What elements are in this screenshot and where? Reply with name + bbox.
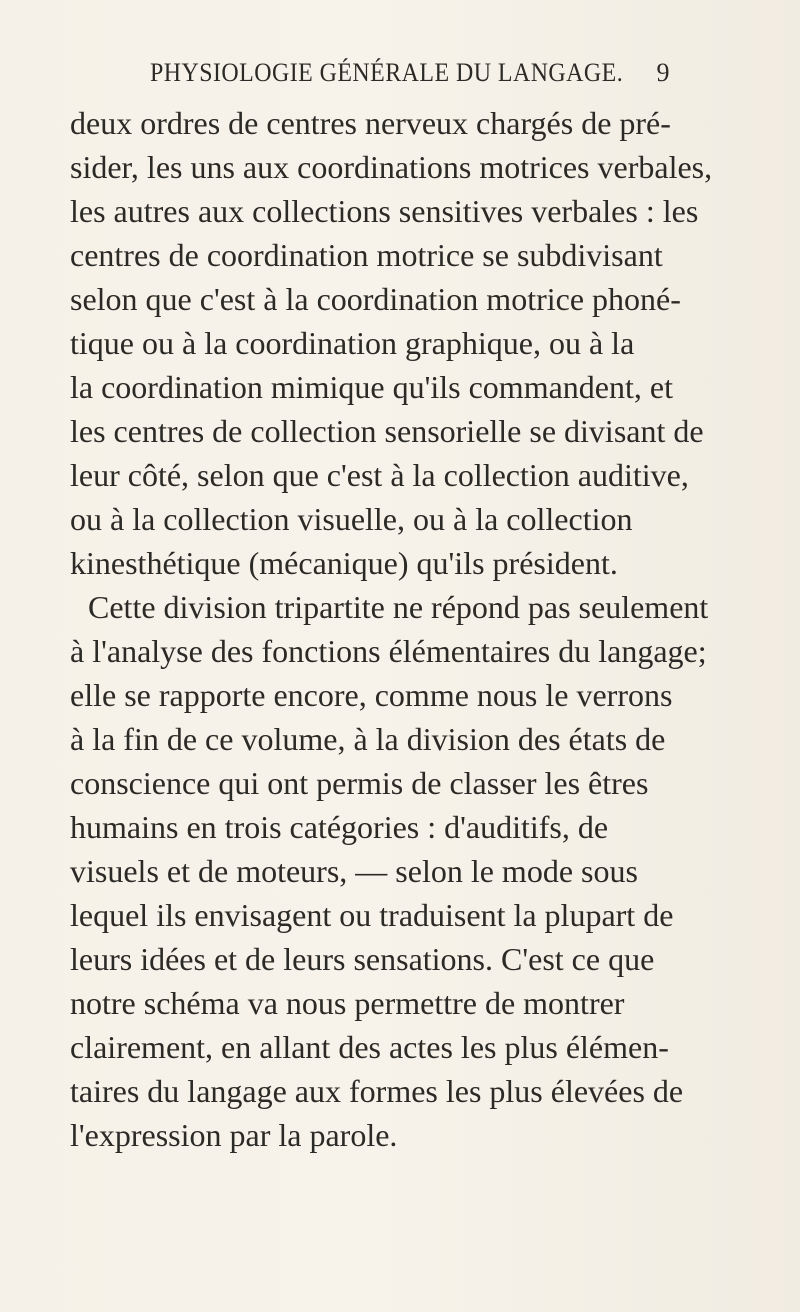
running-head <box>150 58 670 92</box>
text-line: conscience qui ont permis de classer les êtres <box>70 765 649 801</box>
text-line: à la fin de ce volume, à la division des états de <box>70 721 666 757</box>
running-title: PHYSIOLOGIE GÉNÉRALE DU LANGAGE. <box>150 58 624 87</box>
text-line: elle se rapporte encore, comme nous le verrons <box>70 677 673 713</box>
text-line: l'expression par la parole. <box>70 1117 398 1153</box>
text-line: visuels et de moteurs, — selon le mode sous <box>70 853 638 889</box>
text-line: les centres de collection sensorielle se divisant de <box>70 413 704 449</box>
text-line: kinesthétique (mécanique) qu'ils président. <box>70 545 618 581</box>
body-text <box>70 101 713 1157</box>
text-line: les autres aux collections sensitives verbales : les <box>70 193 699 229</box>
text-line: clairement, en allant des actes les plus élémen- <box>70 1029 669 1065</box>
text-line: notre schéma va nous permettre de montrer <box>70 985 625 1021</box>
text-line: selon que c'est à la coordination motrice phoné- <box>70 281 681 317</box>
text-line: la coordination mimique qu'ils commandent, et <box>70 369 673 405</box>
text-line: humains en trois catégories : d'auditifs, de <box>70 809 609 845</box>
text-line: leur côté, selon que c'est à la collection auditive, <box>70 457 689 493</box>
text-line: à l'analyse des fonctions élémentaires du langage; <box>70 633 707 669</box>
paragraph-first-line: Cette division tripartite ne répond pas seulement <box>88 589 709 625</box>
text-line: centres de coordination motrice se subdivisant <box>70 237 663 273</box>
text-line: tique ou à la coordination graphique, ou à la <box>70 325 635 361</box>
text-line: deux ordres de centres nerveux chargés de pré- <box>70 105 671 141</box>
text-line: ou à la collection visuelle, ou à la collection <box>70 501 633 537</box>
page-number: 9 <box>656 58 670 87</box>
text-line: sider, les uns aux coordinations motrices verbales, <box>70 149 713 185</box>
text-line: leurs idées et de leurs sensations. C'est ce que <box>70 941 655 977</box>
text-line: taires du langage aux formes les plus élevées de <box>70 1073 684 1109</box>
text-line: lequel ils envisagent ou traduisent la plupart de <box>70 897 674 933</box>
